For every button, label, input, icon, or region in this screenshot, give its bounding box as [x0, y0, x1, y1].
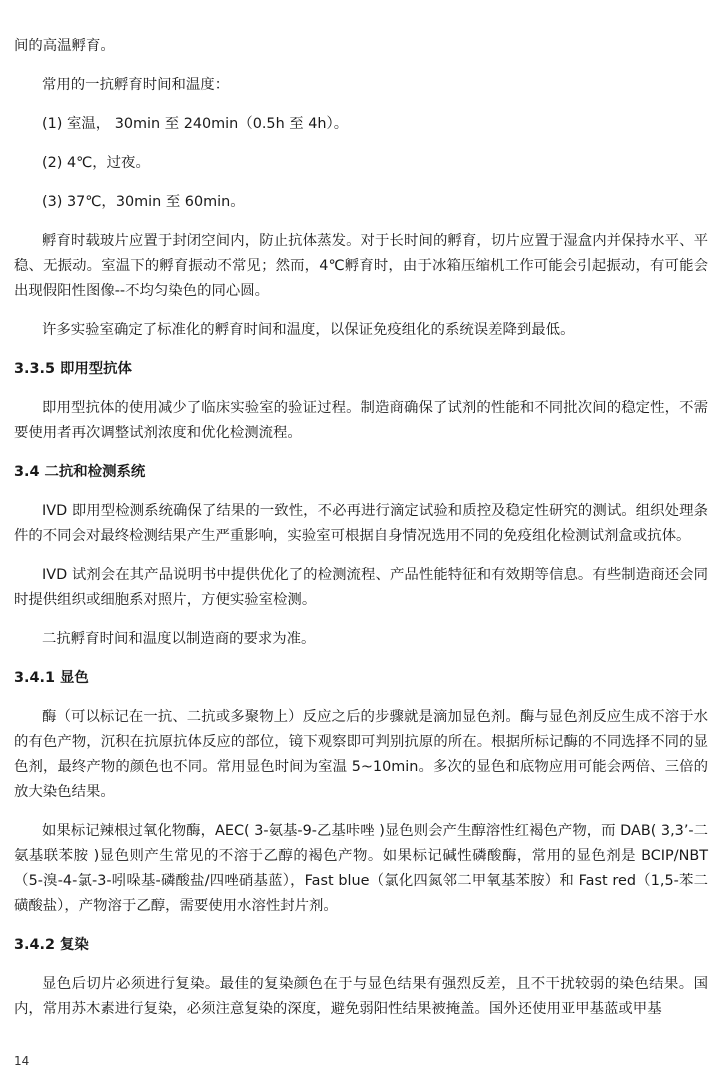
paragraph: 常用的一抗孵育时间和温度： — [42, 77, 230, 93]
page-number: 14 — [14, 1054, 30, 1068]
paragraph: 许多实验室确定了标准化的孵育时间和温度，以保证免疫组化的系统误差降到最低。 — [42, 322, 575, 338]
paragraph: 间的高温孵育。 — [14, 38, 115, 54]
list-item: (3) 37℃，30min 至 60min。 — [42, 194, 245, 210]
list-item: (1) 室温， 30min 至 240min（0.5h 至 4h）。 — [42, 116, 349, 132]
section-heading: 3.4.2 复染 — [14, 937, 89, 953]
section-heading: 3.4 二抗和检测系统 — [14, 464, 146, 480]
body-text — [14, 34, 708, 1022]
paragraph: 酶（可以标记在一抗、二抗或多聚物上）反应之后的步骤就是滴加显色剂。酶与显色剂反应生成不溶于水的有色产物，沉积在抗原抗体反应的部位，镜下观察即可判别抗原的所在。根据所标记酶的不同选择不同的显色剂，最终产物的颜色也不同。常用显色时间为室温 5~10min。多次的显色和底物应用可能会两倍、三倍的放大染色结果。 — [14, 709, 708, 800]
paragraph: 显色后切片必须进行复染。最佳的复染颜色在于与显色结果有强烈反差，且不干扰较弱的染色结果。国内，常用苏木素进行复染，必须注意复染的深度，避免弱阳性结果被掩盖。国外还使用亚甲基蓝或甲基 — [14, 976, 708, 1017]
section-heading: 3.3.5 即用型抗体 — [14, 361, 132, 377]
paragraph: 即用型抗体的使用减少了临床实验室的验证过程。制造商确保了试剂的性能和不同批次间的稳定性，不需要使用者再次调整试剂浓度和优化检测流程。 — [14, 400, 708, 441]
section-heading: 3.4.1 显色 — [14, 670, 89, 686]
paragraph: IVD 即用型检测系统确保了结果的一致性，不必再进行滴定试验和质控及稳定性研究的测试。组织处理条件的不同会对最终检测结果产生严重影响，实验室可根据自身情况选用不同的免疫组化检测试剂盒或抗体。 — [14, 503, 708, 544]
paragraph: IVD 试剂会在其产品说明书中提供优化了的检测流程、产品性能特征和有效期等信息。有些制造商还会同时提供组织或细胞系对照片，方便实验室检测。 — [14, 567, 708, 608]
list-item: (2) 4℃，过夜。 — [42, 155, 150, 171]
paragraph: 如果标记辣根过氧化物酶，AEC( 3-氨基-9-乙基咔唑 )显色则会产生醇溶性红褐色产物，而 DAB( 3,3’-二氨基联苯胺 )显色则产生常见的不溶于乙醇的褐色产物。如果标记碱性磷酸酶，常用的显色剂是 BCIP/NBT（5-溴-4-氯-3-吲哚基-磷酸盐/四唑硝基蓝），Fast blue（氯化四氮邻二甲氧基苯胺）和 Fast red（1,5-苯二磺酸盐），产物溶于乙醇，需要使用水溶性封片剂。 — [14, 823, 708, 914]
paragraph: 二抗孵育时间和温度以制造商的要求为准。 — [42, 631, 316, 647]
paragraph: 孵育时载玻片应置于封闭空间内，防止抗体蒸发。对于长时间的孵育，切片应置于湿盒内并保持水平、平稳、无振动。室温下的孵育振动不常见；然而，4℃孵育时，由于冰箱压缩机工作可能会引起振动，有可能会出现假阳性图像--不均匀染色的同心圆。 — [14, 233, 708, 299]
